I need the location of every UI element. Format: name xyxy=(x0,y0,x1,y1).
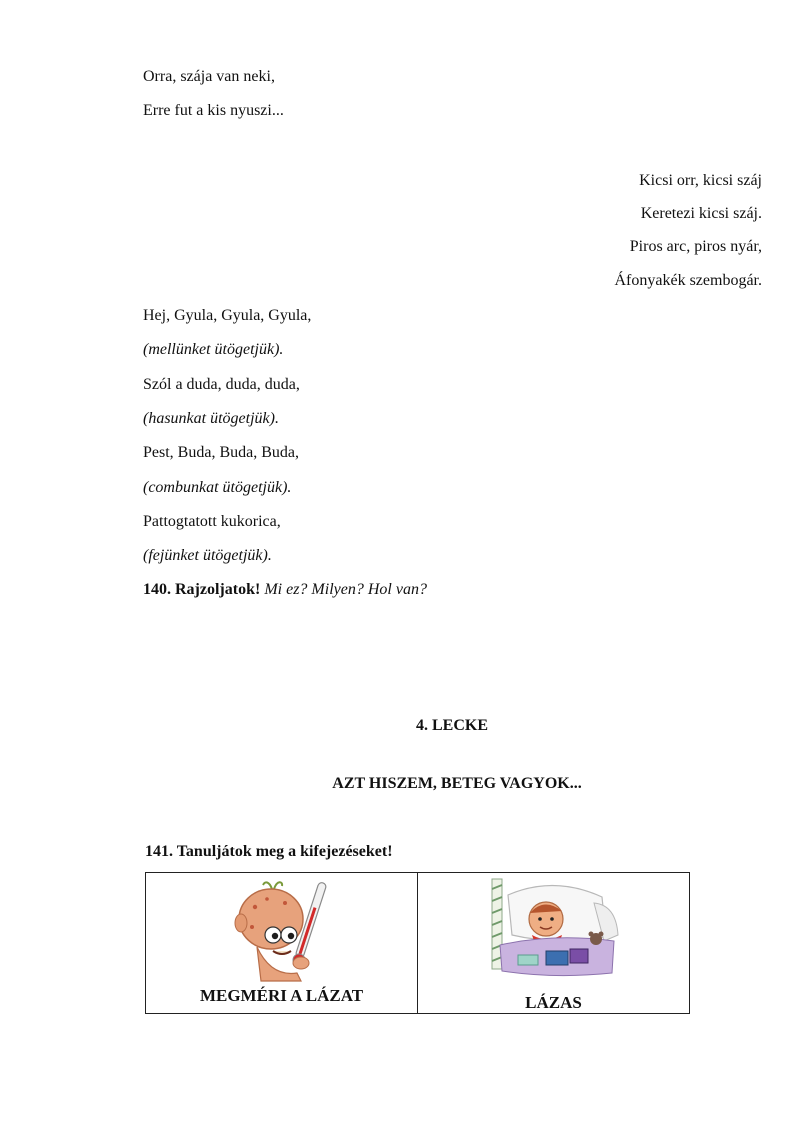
rhyme-3-line-6: (combunkat ütögetjük). xyxy=(143,479,292,496)
sick-child-in-bed-icon xyxy=(484,875,624,987)
rhyme-3-line-5: Pest, Buda, Buda, Buda, xyxy=(143,444,299,461)
lesson-number: 4. LECKE xyxy=(415,717,488,734)
thermometer-child-icon xyxy=(227,877,337,985)
rhyme-2-line-2: Keretezi kicsi száj. xyxy=(640,205,762,222)
expression-cell-2 xyxy=(418,873,690,1014)
rhyme-3-line-2: (mellünket ütögetjük). xyxy=(143,341,284,358)
expressions-table xyxy=(145,872,690,1014)
rhyme-3-line-3: Szól a duda, duda, duda, xyxy=(143,376,300,393)
rhyme-1-line-1: Orra, szája van neki, xyxy=(143,68,275,85)
expression-cell-1 xyxy=(146,873,418,1014)
rhyme-3-line-8: (fejünket ütögetjük). xyxy=(143,547,272,564)
rhyme-3-line-7: Pattogtatott kukorica, xyxy=(143,513,281,530)
rhyme-3-line-1: Hej, Gyula, Gyula, Gyula, xyxy=(143,307,312,324)
rhyme-2-line-3: Piros arc, piros nyár, xyxy=(629,238,762,255)
expression-caption-1: MEGMÉRI A LÁZAT xyxy=(199,986,364,1005)
task-140 xyxy=(143,580,427,600)
lesson-title: AZT HISZEM, BETEG VAGYOK... xyxy=(332,775,582,792)
task-140-number: 140. Rajzoljatok! xyxy=(143,581,261,598)
task-141-heading: 141. Tanuljátok meg a kifejezéseket! xyxy=(145,843,393,860)
rhyme-3-line-4: (hasunkat ütögetjük). xyxy=(143,410,279,427)
rhyme-2-line-1: Kicsi orr, kicsi száj xyxy=(639,172,762,189)
expression-caption-2: LÁZAS xyxy=(525,993,582,1012)
rhyme-1-line-2: Erre fut a kis nyuszi... xyxy=(143,102,284,119)
rhyme-2-line-4: Áfonyakék szembogár. xyxy=(614,272,762,289)
task-140-instruction: Mi ez? Milyen? Hol van? xyxy=(264,581,427,598)
